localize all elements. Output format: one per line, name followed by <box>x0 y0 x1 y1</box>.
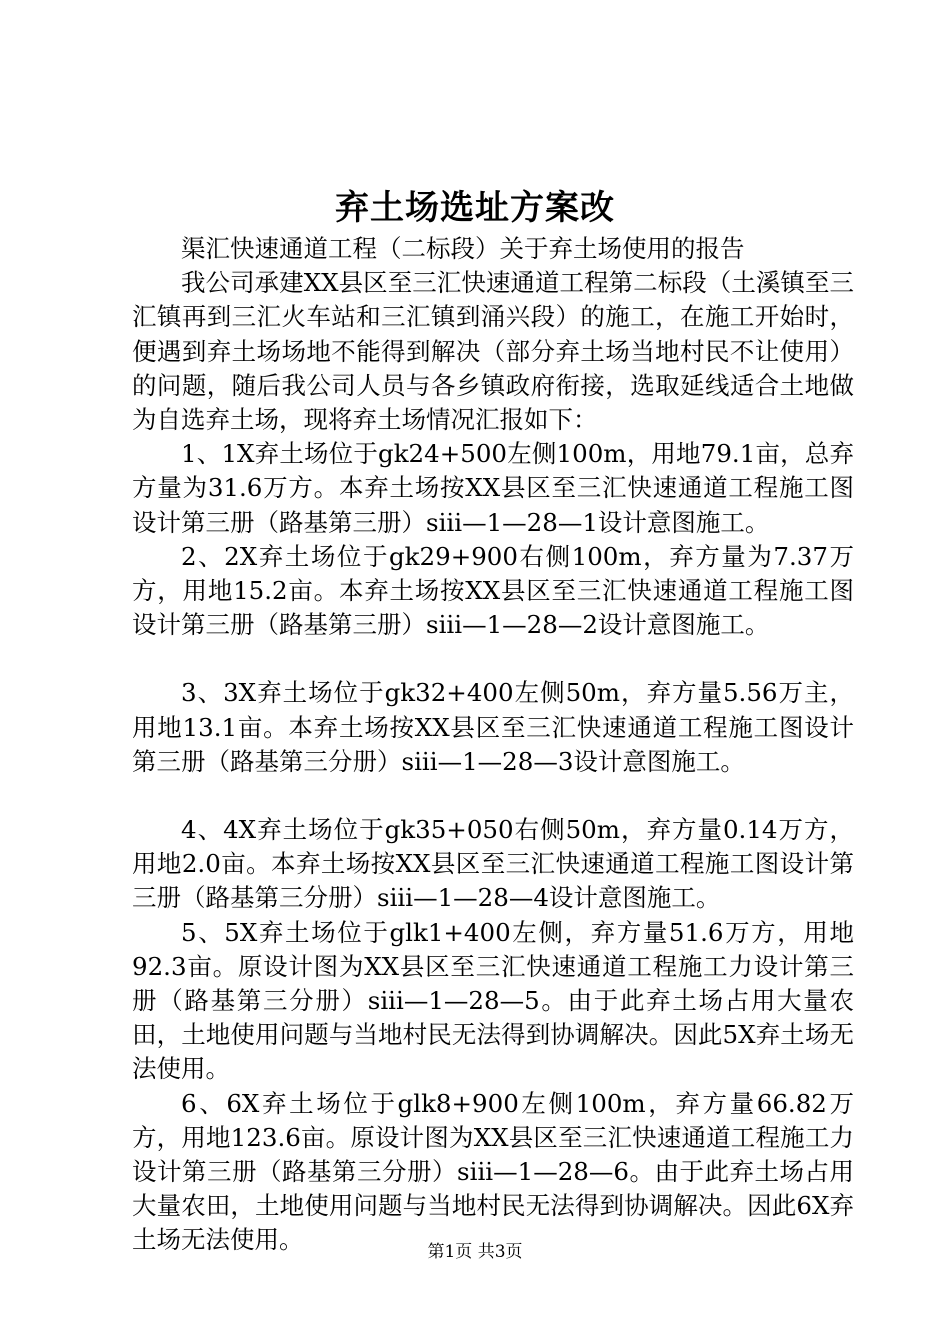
document-title: 弃土场选址方案改 <box>335 188 615 228</box>
item-paragraph-4: 4、4X弃土场位于gk35+050右侧50m，弃方量0.14万方，用地2.0亩。本弃土场按XX县区至三汇快速通道工程施工图设计第三册（路基第三分册）siii—1—28—4设计意图施工。 <box>132 815 854 913</box>
item-paragraph-1: 1、1X弃土场位于gk24+500左侧100m，用地79.1亩，总弃方量为31.6万方。本弃土场按XX县区至三汇快速通道工程施工图设计第三册（路基第三册）siii—1—28—1设计意图施工。 <box>132 439 854 537</box>
item-paragraph-3: 3、3X弃土场位于gk32+400左侧50m，弃方量5.56万主，用地13.1亩。本弃土场按XX县区至三汇快速通道工程施工图设计第三册（路基第三分册）siii—1—28—3设计意图施工。 <box>132 678 854 776</box>
document-body <box>132 232 854 1258</box>
report-subtitle: 渠汇快速通道工程（二标段）关于弃土场使用的报告 <box>181 234 745 263</box>
page-number-footer: 第1页 共3页 <box>427 1242 523 1262</box>
item-paragraph-6: 6、6X弃土场位于glk8+900左侧100m，弃方量66.82万方，用地123.6亩。原设计图为XX县区至三汇快速通道工程施工力设计第三册（路基第三分册）siii—1—28—6。由于此弃土场占用大量农田，土地使用问题与当地村民无法得到协调解决。因此6X弃土场无法使用。 <box>132 1088 854 1255</box>
intro-paragraph: 我公司承建XX县区至三汇快速通道工程第二标段（土溪镇至三汇镇再到三汇火车站和三汇镇到涌兴段）的施工，在施工开始时，便遇到弃土场场地不能得到解决（部分弃土场当地村民不让使用）的问题，随后我公司人员与各乡镇政府衔接，选取延线适合土地做为自选弃土场，现将弃土场情况汇报如下： <box>132 268 854 435</box>
item-paragraph-5: 5、5X弃土场位于glk1+400左侧，弃方量51.6万方，用地92.3亩。原设计图为XX县区至三汇快速通道工程施工力设计第三册（路基第三分册）siii—1—28—5。由于此弃土场占用大量农田，土地使用问题与当地村民无法得到协调解决。因此5X弃土场无法使用。 <box>132 917 854 1084</box>
item-paragraph-2: 2、2X弃土场位于gk29+900右侧100m，弃方量为7.37万方，用地15.2亩。本弃土场按XX县区至三汇快速通道工程施工图设计第三册（路基第三册）siii—1—28—2设计意图施工。 <box>132 541 854 640</box>
